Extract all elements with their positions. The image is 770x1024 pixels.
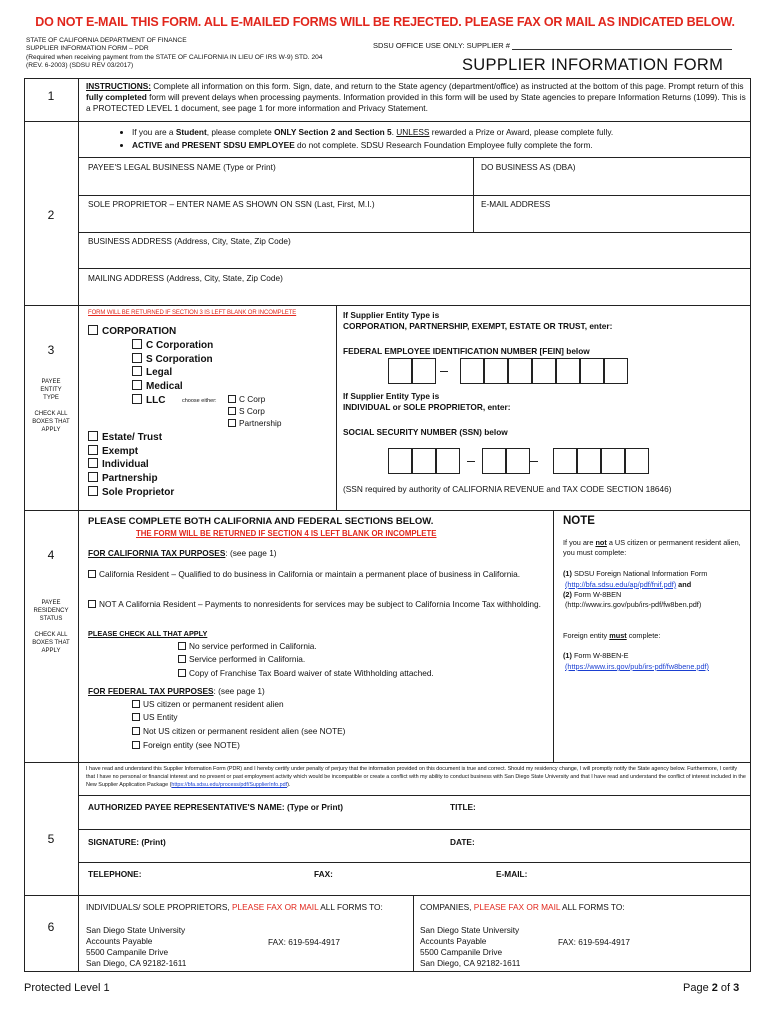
page-of: of — [717, 982, 734, 994]
divider-note-col — [553, 510, 554, 762]
california-resident-label: California Resident – Qualified to do business in California or maintain a permanent place of business in California. — [99, 569, 521, 579]
current-page: 2 — [711, 982, 718, 994]
ssn-digit-box[interactable] — [482, 448, 506, 474]
note-not-emphasis: not — [595, 538, 607, 547]
llc-c-corp-option[interactable] — [228, 394, 265, 405]
ssn-digit-box[interactable] — [412, 448, 436, 474]
not-us-citizen-checkbox[interactable] — [132, 727, 140, 735]
nonresident-option[interactable] — [88, 599, 550, 610]
section-4-number: 4 — [47, 548, 55, 562]
ssn-digit-box[interactable] — [436, 448, 460, 474]
fein-entity-types: CORPORATION, PARTNERSHIP, EXEMPT, ESTATE OR TRUST, enter: — [343, 321, 613, 331]
llc-c-corp-label: C Corp — [239, 394, 266, 404]
fein-digit-box[interactable] — [412, 358, 436, 384]
note-intro-a: If you are — [563, 538, 596, 547]
ssn-authority-note: (SSN required by authority of CALIFORNIA REVENUE and TAX CODE SECTION 18646) — [343, 484, 672, 494]
section-3-number: 3 — [47, 343, 55, 357]
form-revision: (REV. 6-2003) (SDSU REV 03/2017) — [26, 62, 134, 70]
sole-proprietor-checkbox[interactable] — [88, 486, 98, 496]
section-3-warning: FORM WILL BE RETURNED IF SECTION 3 IS LEFT BLANK OR INCOMPLETE — [88, 310, 297, 316]
address-line: San Diego, CA 92182-1611 — [86, 958, 187, 968]
ssn-digit-box[interactable] — [601, 448, 625, 474]
ssn-label: SOCIAL SECURITY NUMBER (SSN) below — [343, 427, 508, 437]
side-line: RESIDENCY — [33, 608, 69, 614]
companies-address — [420, 925, 520, 969]
ssn-digit-box[interactable] — [553, 448, 577, 474]
llc-s-corp-option[interactable] — [228, 406, 265, 417]
companies-fax-or-mail: PLEASE FAX OR MAIL — [473, 902, 561, 912]
section-2-bullets — [120, 127, 740, 153]
certification-end: ). — [287, 782, 291, 788]
note-and: and — [676, 580, 692, 589]
student-bullet-c: . — [391, 127, 397, 137]
individuals-heading-a: INDIVIDUALS/ SOLE PROPRIETORS, — [86, 902, 233, 912]
side-line: PAYEE — [41, 379, 61, 385]
c-corporation-option[interactable] — [132, 339, 213, 353]
address-line: San Diego State University — [86, 925, 186, 935]
individuals-heading-b: ALL FORMS TO: — [318, 902, 383, 912]
student-bullet-b: , please complete — [206, 127, 275, 137]
divider-sole-prop — [78, 232, 751, 233]
c-corporation-checkbox[interactable] — [132, 339, 142, 349]
agency-name: STATE OF CALIFORNIA DEPARTMENT OF FINANCE — [26, 37, 187, 44]
legal-label: Legal — [146, 367, 173, 378]
note-item-3 — [563, 651, 629, 661]
side-line: CHECK ALL — [34, 632, 68, 638]
not-us-citizen-label: Not US citizen or permanent resident alien (see NOTE) — [143, 726, 346, 736]
us-citizen-option[interactable] — [132, 699, 284, 710]
instructions-part-a: Complete all information on this form. Sign, date, and return to the State agency (department/office) as instructed at the bottom of this page. Prompt return of this — [151, 81, 744, 91]
fein-digit-box[interactable] — [484, 358, 508, 384]
ssn-digit-box[interactable] — [388, 448, 412, 474]
protection-level: Protected Level 1 — [24, 982, 110, 994]
divider-section6-col — [413, 895, 414, 972]
rep-name-field[interactable]: AUTHORIZED PAYEE REPRESENTATIVE'S NAME: (Type or Print) — [88, 802, 344, 812]
section-2-number: 2 — [47, 208, 55, 222]
exempt-label: Exempt — [102, 446, 139, 457]
payee-name-field[interactable]: PAYEE'S LEGAL BUSINESS NAME (Type or Print) — [88, 162, 276, 172]
side-line: PAYEE — [41, 600, 61, 606]
section-3-side-label — [24, 378, 78, 434]
instructions-part-b: form will prevent delays when processing payments. Information provided in this form will be used by State agencies to prepare Information Returns (1099). This is a PROTECTED LEVEL 1 document, see page 1 for more information and Privacy Statement. — [86, 92, 746, 113]
telephone-field[interactable]: TELEPHONE: — [88, 869, 142, 879]
llc-partnership-label: Partnership — [239, 418, 282, 428]
foreign-entity-option[interactable] — [132, 740, 240, 751]
side-line: BOXES THAT — [32, 419, 70, 425]
s-corporation-checkbox[interactable] — [132, 353, 142, 363]
form-requirement-note: (Required when receiving payment from the STATE OF CALIFORNIA IN LIEU OF IRS W-9) STD. 204 — [26, 53, 323, 61]
llc-partnership-checkbox[interactable] — [228, 419, 236, 427]
no-service-option[interactable] — [178, 641, 317, 652]
not-us-citizen-option[interactable] — [132, 726, 345, 737]
employee-bullet-b: do not complete. SDSU Research Foundation Employee fully complete the form. — [294, 140, 593, 150]
fein-digit-box[interactable] — [604, 358, 628, 384]
foreign-entity-must-a: Foreign entity — [563, 631, 610, 640]
w8ben-link[interactable]: (http://www.irs.gov/pub/irs-pdf/fw8ben.pdf) — [565, 600, 702, 609]
s-corporation-label: S Corporation — [146, 354, 213, 365]
section-6-number: 6 — [47, 920, 55, 934]
address-line: 5500 Campanile Drive — [420, 947, 503, 957]
section-4-heading: PLEASE COMPLETE BOTH CALIFORNIA AND FEDERAL SECTIONS BELOW. — [88, 516, 434, 527]
side-line: BOXES THAT — [32, 640, 70, 646]
office-use-field — [373, 41, 732, 50]
us-citizen-label: US citizen or permanent resident alien — [143, 699, 284, 709]
ftb-waiver-checkbox[interactable] — [178, 669, 186, 677]
foreign-entity-label: Foreign entity (see NOTE) — [143, 740, 240, 750]
llc-label: LLC — [146, 395, 166, 406]
note-item-1-link-line — [565, 580, 691, 590]
ssn-instruction — [343, 391, 511, 413]
note-item-3-num: (1) — [563, 651, 572, 660]
service-performed-label: Service performed in California. — [189, 654, 306, 664]
fein-digit-box[interactable] — [580, 358, 604, 384]
llc-s-corp-checkbox[interactable] — [228, 407, 236, 415]
companies-mail-heading — [420, 902, 625, 913]
section-5-number: 5 — [47, 832, 55, 846]
instructions-label: INSTRUCTIONS: — [86, 81, 151, 91]
individuals-address — [86, 925, 186, 969]
individual-checkbox[interactable] — [88, 458, 98, 468]
office-use-label: SDSU OFFICE USE ONLY: SUPPLIER # — [373, 41, 510, 50]
fein-digit-box[interactable] — [460, 358, 484, 384]
only-sections-emphasis: ONLY Section 2 and Section 5 — [274, 127, 392, 137]
note-item-2 — [563, 590, 621, 600]
form-name: SUPPLIER INFORMATION FORM – PDR — [26, 45, 149, 53]
us-entity-label: US Entity — [143, 712, 178, 722]
corporation-label: CORPORATION — [102, 326, 177, 337]
fein-instruction — [343, 310, 612, 332]
note-item-1-text: SDSU Foreign National Information Form — [573, 569, 708, 578]
number-column-divider — [78, 78, 79, 972]
fein-digit-box[interactable] — [388, 358, 412, 384]
student-bullet — [132, 127, 740, 138]
ftb-waiver-option[interactable] — [178, 668, 434, 679]
medical-label: Medical — [146, 381, 183, 392]
side-line: ENTITY — [40, 387, 62, 393]
page-word: Page — [683, 982, 712, 994]
form-title: SUPPLIER INFORMATION FORM — [462, 56, 724, 74]
note-item-1-num: (1) — [563, 569, 572, 578]
llc-c-corp-checkbox[interactable] — [228, 395, 236, 403]
foreign-entity-checkbox[interactable] — [132, 741, 140, 749]
c-corporation-label: C Corporation — [146, 340, 214, 351]
supplier-info-link[interactable]: https://bfa.sdsu.edu/process/pdf/SupplierInfo.pdf — [171, 782, 288, 788]
note-item-2-text: Form W-8BEN — [573, 590, 622, 599]
ssn-entity-types: INDIVIDUAL or SOLE PROPRIETOR, enter: — [343, 402, 511, 412]
check-all-apply: PLEASE CHECK ALL THAT APPLY — [88, 629, 208, 638]
fein-digit-box[interactable] — [508, 358, 532, 384]
estate-trust-option[interactable] — [88, 431, 162, 445]
s-corporation-option[interactable] — [132, 353, 213, 367]
divider-signature — [78, 862, 751, 863]
supplier-number-line[interactable] — [512, 42, 732, 50]
individuals-fax-number: FAX: 619-594-4917 — [268, 937, 340, 947]
side-line: APPLY — [41, 427, 61, 433]
title-field[interactable]: TITLE: — [450, 802, 476, 812]
divider-payee-name — [78, 195, 751, 196]
individuals-fax-or-mail: PLEASE FAX OR MAIL — [232, 902, 319, 912]
note-intro — [563, 538, 745, 558]
llc-choose-label: choose either: — [182, 398, 217, 404]
estate-trust-checkbox[interactable] — [88, 431, 98, 441]
side-line: STATUS — [39, 616, 63, 622]
divider-bullets — [78, 157, 751, 158]
unless-emphasis: UNLESS — [396, 127, 430, 137]
us-entity-option[interactable] — [132, 712, 178, 723]
federal-tax-heading — [88, 686, 265, 697]
student-bullet-d: rewarded a Prize or Award, please complete fully. — [429, 127, 614, 137]
federal-see-page: : (see page 1) — [213, 686, 265, 696]
date-field[interactable]: DATE: — [450, 837, 475, 847]
side-line: TYPE — [43, 395, 59, 401]
section-4-warning: THE FORM WILL BE RETURNED IF SECTION 4 IS LEFT BLANK OR INCOMPLETE — [136, 529, 437, 538]
ssn-if-label: If Supplier Entity Type is — [343, 391, 440, 401]
fein-if-label: If Supplier Entity Type is — [343, 310, 440, 320]
number-separator — [530, 461, 538, 462]
student-bullet-a: If you are a — [132, 127, 176, 137]
medical-option[interactable] — [132, 380, 183, 394]
note-item-3-text: Form W-8BEN-E — [573, 651, 629, 660]
divider-section3-col — [336, 305, 337, 510]
california-resident-option[interactable] — [88, 569, 550, 580]
us-citizen-checkbox[interactable] — [132, 700, 140, 708]
note-item-2-num: (2) — [563, 590, 572, 599]
must-emphasis: must — [609, 631, 627, 640]
foreign-national-form-link[interactable]: (http://bfa.sdsu.edu/ap/pdf/fnif.pdf) — [565, 580, 677, 589]
corporation-option[interactable] — [88, 325, 176, 339]
companies-heading-a: COMPANIES, — [420, 902, 474, 912]
fax-field[interactable]: FAX: — [314, 869, 333, 879]
california-resident-checkbox[interactable] — [88, 570, 96, 578]
partnership-label: Partnership — [102, 473, 158, 484]
us-entity-checkbox[interactable] — [132, 713, 140, 721]
number-separator — [440, 371, 448, 372]
rep-email-field[interactable]: E-MAIL: — [496, 869, 528, 879]
divider-section-4 — [24, 762, 751, 763]
dba-field[interactable]: DO BUSINESS AS (DBA) — [481, 162, 576, 172]
companies-fax-number: FAX: 619-594-4917 — [558, 937, 630, 947]
business-address-field[interactable]: BUSINESS ADDRESS (Address, City, State, Zip Code) — [88, 236, 291, 246]
fein-label: FEDERAL EMPLOYEE IDENTIFICATION NUMBER [FEIN] below — [343, 346, 590, 356]
side-spacer — [24, 402, 78, 410]
individuals-mail-heading — [86, 902, 383, 913]
divider-business-addr — [78, 268, 751, 269]
exempt-option[interactable] — [88, 445, 138, 459]
partnership-checkbox[interactable] — [88, 472, 98, 482]
california-tax-heading — [88, 548, 277, 559]
ssn-digit-box[interactable] — [625, 448, 649, 474]
llc-partnership-option[interactable] — [228, 418, 281, 429]
address-line: San Diego, CA 92182-1611 — [420, 958, 521, 968]
sole-proprietor-name-field[interactable]: SOLE PROPRIETOR – ENTER NAME AS SHOWN ON SSN (Last, First, M.I.) — [88, 199, 375, 209]
side-line: CHECK ALL — [34, 411, 68, 417]
divider-section-5 — [24, 895, 751, 896]
note-item-1 — [563, 569, 749, 579]
fully-completed-emphasis: fully completed — [86, 92, 147, 102]
medical-checkbox[interactable] — [132, 380, 142, 390]
service-performed-checkbox[interactable] — [178, 655, 186, 663]
divider-rep-name — [78, 829, 751, 830]
individual-label: Individual — [102, 459, 149, 470]
foreign-entity-must — [563, 631, 660, 641]
divider-section-3 — [24, 510, 751, 511]
address-line: San Diego State University — [420, 925, 520, 935]
ssn-digit-box[interactable] — [577, 448, 601, 474]
no-service-label: No service performed in California. — [189, 641, 317, 651]
estate-trust-label: Estate/ Trust — [102, 432, 163, 443]
service-performed-option[interactable] — [178, 654, 305, 665]
section-1-number: 1 — [47, 89, 55, 103]
number-separator — [467, 461, 475, 462]
page-number — [683, 982, 739, 994]
partnership-option[interactable] — [88, 472, 158, 486]
side-line: APPLY — [41, 648, 61, 654]
companies-heading-b: ALL FORMS TO: — [560, 902, 625, 912]
mailing-address-field[interactable]: MAILING ADDRESS (Address, City, State, Zip Code) — [88, 273, 283, 283]
address-line: Accounts Payable — [420, 936, 487, 946]
legal-option[interactable] — [132, 366, 172, 380]
individual-option[interactable] — [88, 458, 149, 472]
divider-section-2 — [24, 305, 751, 306]
sole-proprietor-label: Sole Proprietor — [102, 487, 175, 498]
sole-proprietor-option[interactable] — [88, 486, 174, 500]
side-spacer — [24, 623, 78, 631]
address-line: 5500 Campanile Drive — [86, 947, 169, 957]
certification-text: I have read and understand this Supplier Information Form (PDR) and I hereby certify under penalty of perjury that the information provided on this document is true and correct. Should my residency change, I will promptly notify the State agency below. Furthermore, I certify that I have no personal or financial interest and no present or past employment activity which would be incompatible or create a conflict with my ability to conduct business with San Diego State University and that I have read and understand the conflict of interest included in the New Supplier Application Package ( — [86, 766, 746, 788]
llc-checkbox[interactable] — [132, 394, 142, 404]
total-pages: 3 — [733, 982, 740, 994]
ftb-waiver-label: Copy of Franchise Tax Board waiver of state Withholding attached. — [189, 668, 434, 678]
divider-dba-col — [473, 157, 474, 232]
federal-tax-label: FOR FEDERAL TAX PURPOSES — [88, 686, 214, 696]
foreign-entity-must-b: complete: — [626, 631, 661, 640]
llc-s-corp-label: S Corp — [239, 406, 265, 416]
employee-bullet — [132, 140, 740, 151]
form-header-info — [26, 37, 322, 71]
california-tax-label: FOR CALIFORNIA TAX PURPOSES — [88, 548, 226, 558]
california-see-page: : (see page 1) — [225, 548, 277, 558]
no-service-checkbox[interactable] — [178, 642, 186, 650]
instructions-text — [86, 81, 746, 114]
w8bene-link[interactable]: (https://www.irs.gov/pub/irs-pdf/fw8bene.pdf) — [565, 662, 709, 671]
do-not-email-warning: DO NOT E-MAIL THIS FORM. ALL E-MAILED FORMS WILL BE REJECTED. PLEASE FAX OR MAIL AS INDICATED BELOW. — [35, 15, 735, 29]
divider-section-1 — [24, 121, 751, 122]
section-4-side-label — [24, 599, 78, 655]
corporation-checkbox[interactable] — [88, 325, 98, 335]
email-address-field[interactable]: E-MAIL ADDRESS — [481, 199, 551, 209]
nonresident-label: NOT A California Resident – Payments to nonresidents for services may be subject to California Income Tax withholding. — [99, 599, 541, 609]
note-title: NOTE — [563, 515, 595, 527]
fein-digit-box[interactable] — [556, 358, 580, 384]
fein-digit-box[interactable] — [532, 358, 556, 384]
employee-emphasis: ACTIVE and PRESENT SDSU EMPLOYEE — [132, 140, 295, 150]
llc-option[interactable] — [132, 394, 165, 408]
certification-statement — [86, 765, 746, 789]
note-intro-b: a US citizen or permanent resident alien, you must complete: — [563, 538, 741, 557]
divider-certification — [78, 795, 751, 796]
ssn-digit-box[interactable] — [506, 448, 530, 474]
legal-checkbox[interactable] — [132, 366, 142, 376]
exempt-checkbox[interactable] — [88, 445, 98, 455]
address-line: Accounts Payable — [86, 936, 153, 946]
student-emphasis: Student — [175, 127, 207, 137]
nonresident-checkbox[interactable] — [88, 600, 96, 608]
signature-field[interactable]: SIGNATURE: (Print) — [88, 837, 166, 847]
